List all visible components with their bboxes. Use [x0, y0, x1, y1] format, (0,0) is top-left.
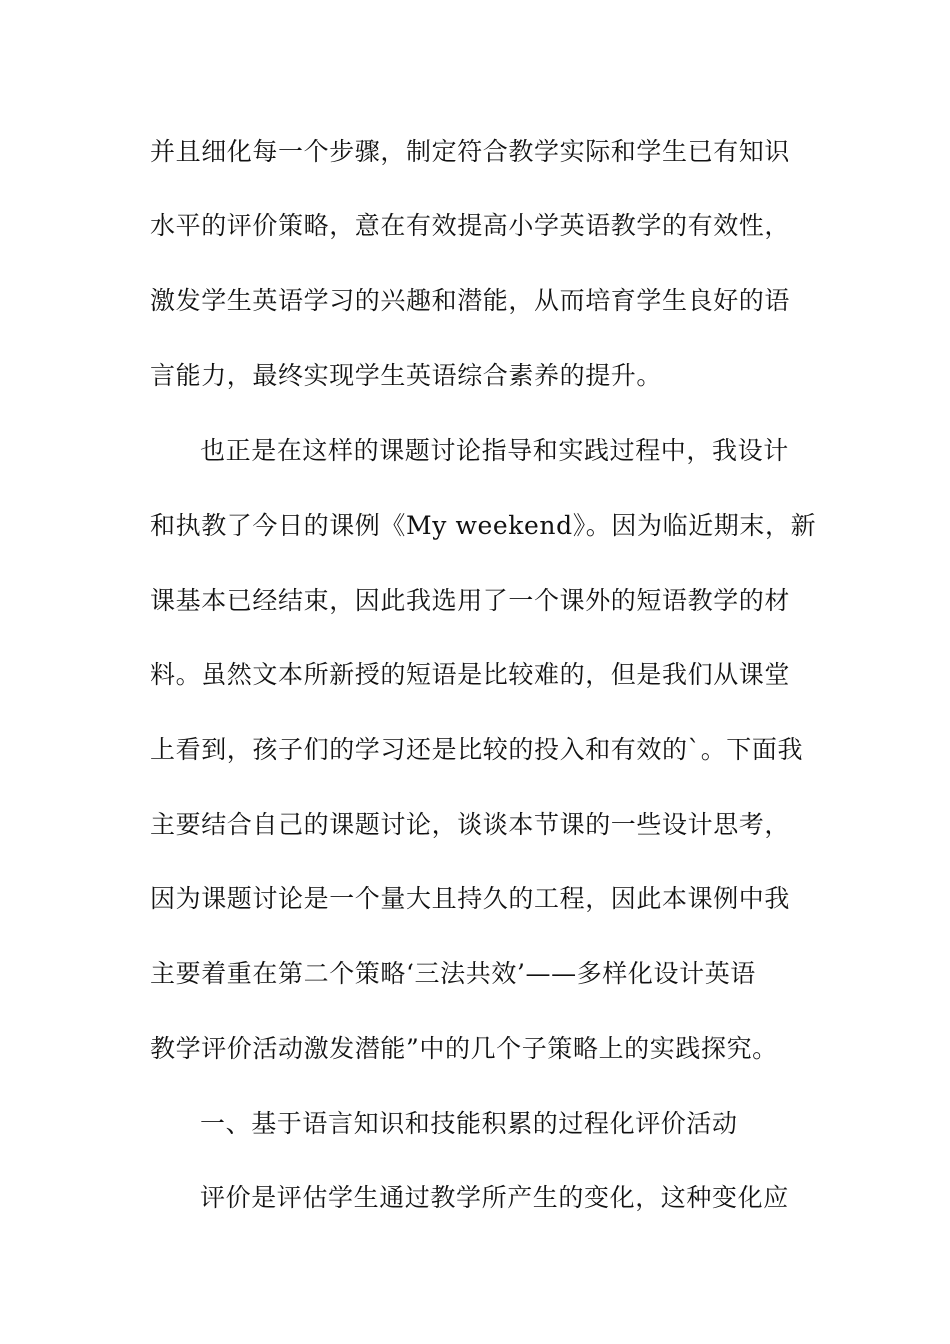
text-line: 和执教了今日的课例《My weekend》。因为临近期末，新: [150, 511, 817, 540]
text-line: 主要着重在第二个策略‘三法共效’——多样化设计英语: [150, 959, 756, 988]
text-line: 并且细化每一个步骤，制定符合教学实际和学生已有知识: [150, 137, 791, 166]
text-line: 水平的评价策略，意在有效提高小学英语教学的有效性，: [150, 211, 791, 240]
text-line: 教学评价活动激发潜能”中的几个子策略上的实践探究。: [150, 1034, 778, 1063]
text-line: 课基本已经结束，因此我选用了一个课外的短语教学的材: [150, 586, 791, 615]
text-line: 因为课题讨论是一个量大且持久的工程，因此本课例中我: [150, 884, 791, 913]
text-line: 主要结合自己的课题讨论，谈谈本节课的一些设计思考，: [150, 810, 791, 839]
paragraph-start-line: 也正是在这样的课题讨论指导和实践过程中，我设计: [200, 436, 789, 465]
text-line: 激发学生英语学习的兴趣和潜能，从而培育学生良好的语: [150, 286, 791, 315]
section-heading: 一、基于语言知识和技能积累的过程化评价活动: [200, 1109, 738, 1138]
text-line: 言能力，最终实现学生英语综合素养的提升。: [150, 361, 663, 390]
text-line: 上看到，孩子们的学习还是比较的投入和有效的`。下面我: [150, 735, 804, 764]
paragraph-start-line: 评价是评估学生通过教学所产生的变化，这种变化应: [200, 1183, 789, 1212]
text-line: 料。虽然文本所新授的短语是比较难的，但是我们从课堂: [150, 660, 791, 689]
